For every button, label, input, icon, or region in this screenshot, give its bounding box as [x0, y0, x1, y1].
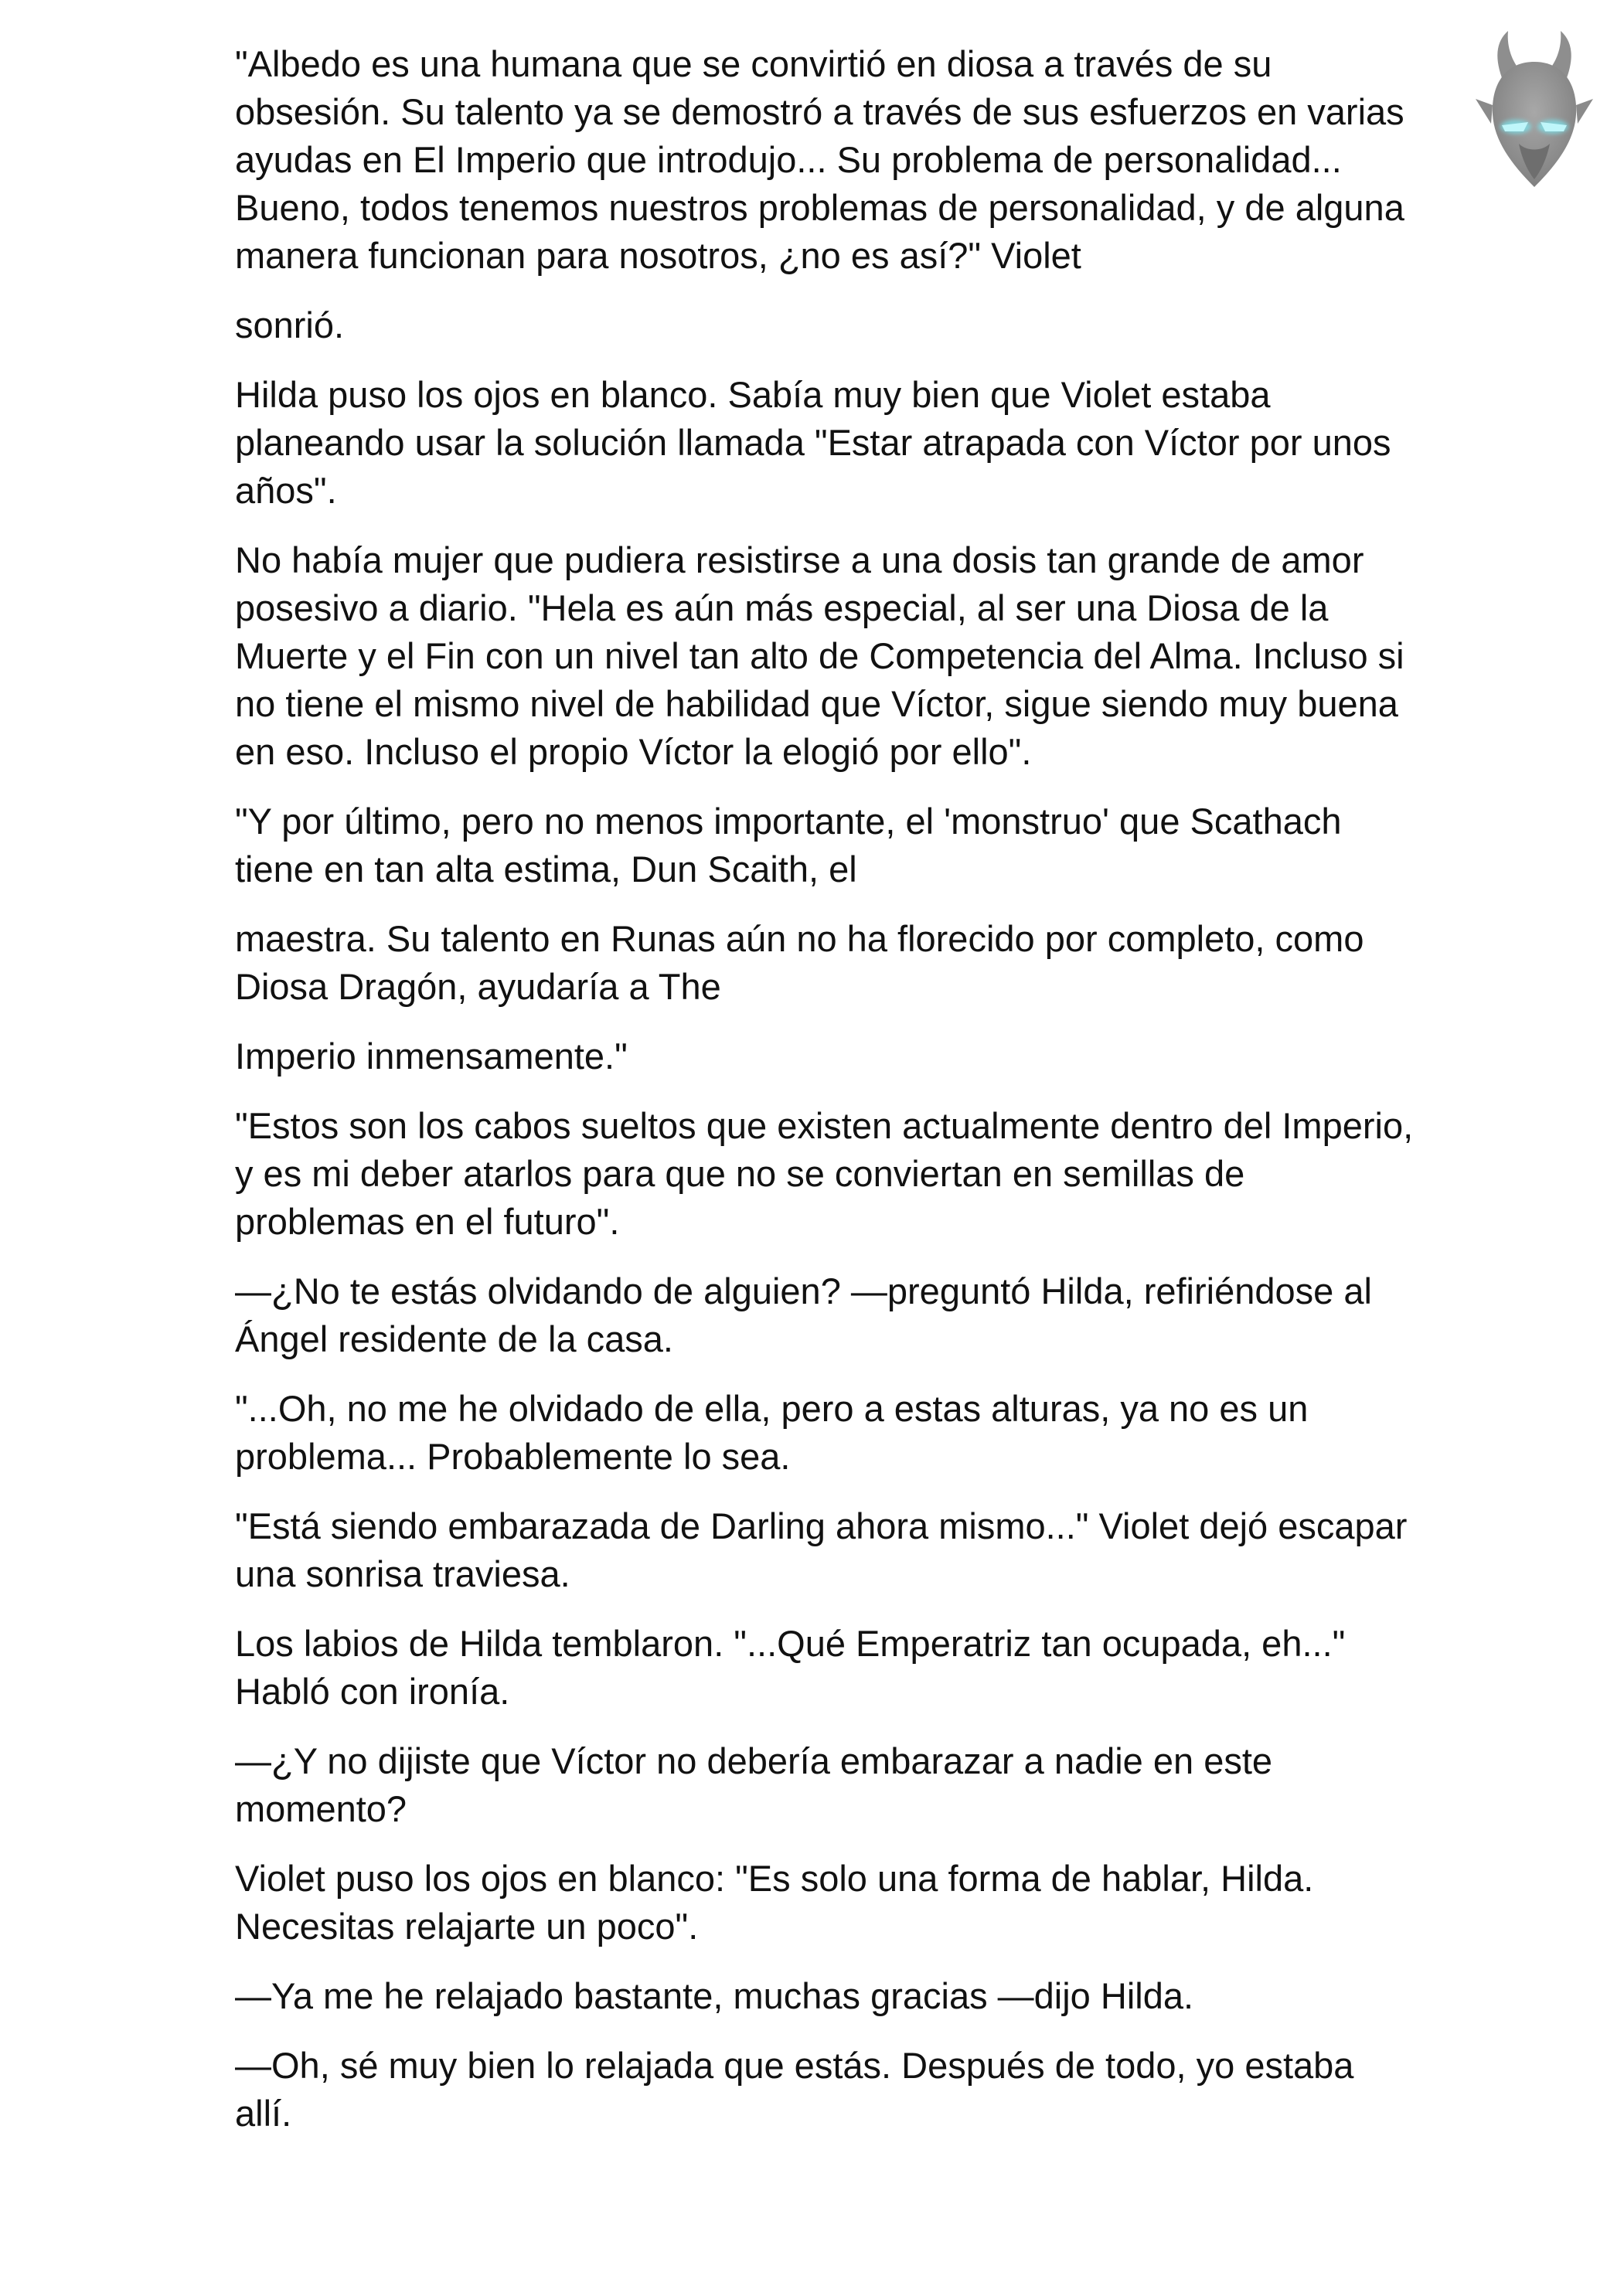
paragraph: "Y por último, pero no menos importante, el 'monstruo' que Scathach tiene en tan alta estima, Dun Scaith, el	[235, 801, 1342, 889]
paragraph: maestra. Su talento en Runas aún no ha florecido por completo, como Diosa Dragón, ayudaría a The	[235, 918, 1364, 1007]
paragraph: sonrió.	[235, 304, 345, 345]
body-text	[235, 40, 1418, 2159]
paragraph: "Albedo es una humana que se convirtió en diosa a través de su obsesión. Su talento ya se demostró a través de sus esfuerzos en varias ayudas en El Imperio que introdujo... Su problema de personalidad... Bueno, todos tenemos nuestros problemas de personalidad, y de alguna manera funcionan para nosotros, ¿no es así?" Violet	[235, 43, 1404, 276]
demon-logo-icon	[1472, 28, 1596, 193]
paragraph: —¿No te estás olvidando de alguien? —preguntó Hilda, refiriéndose al Ángel residente de la casa.	[235, 1270, 1372, 1359]
paragraph: Los labios de Hilda temblaron. "...Qué Emperatriz tan ocupada, eh..." Habló con ironía.	[235, 1623, 1346, 1712]
paragraph: Violet puso los ojos en blanco: "Es solo una forma de hablar, Hilda. Necesitas relajarte un poco".	[235, 1858, 1314, 1947]
paragraph: —Oh, sé muy bien lo relajada que estás. Después de todo, yo estaba allí.	[235, 2045, 1354, 2134]
paragraph: Hilda puso los ojos en blanco. Sabía muy bien que Violet estaba planeando usar la solución llamada "Estar atrapada con Víctor por unos años".	[235, 374, 1391, 511]
paragraph: "...Oh, no me he olvidado de ella, pero a estas alturas, ya no es un problema... Probablemente lo sea.	[235, 1388, 1309, 1477]
paragraph: "Está siendo embarazada de Darling ahora mismo..." Violet dejó escapar una sonrisa traviesa.	[235, 1505, 1408, 1594]
paragraph: Imperio inmensamente."	[235, 1036, 628, 1077]
paragraph: —Ya me he relajado bastante, muchas gracias —dijo Hilda.	[235, 1975, 1194, 2016]
paragraph: "Estos son los cabos sueltos que existen actualmente dentro del Imperio, y es mi deber atarlos para que no se conviertan en semillas de problemas en el futuro".	[235, 1105, 1414, 1242]
paragraph: —¿Y no dijiste que Víctor no debería embarazar a nadie en este momento?	[235, 1740, 1273, 1829]
paragraph: No había mujer que pudiera resistirse a una dosis tan grande de amor posesivo a diario. "Hela es aún más especial, al ser una Diosa de la Muerte y el Fin con un nivel tan alto de Competencia del Alma. Incluso si no tiene el mismo nivel de habilidad que Víctor, sigue siendo muy buena en eso. Incluso el propio Víctor la elogió por ello".	[235, 539, 1404, 772]
